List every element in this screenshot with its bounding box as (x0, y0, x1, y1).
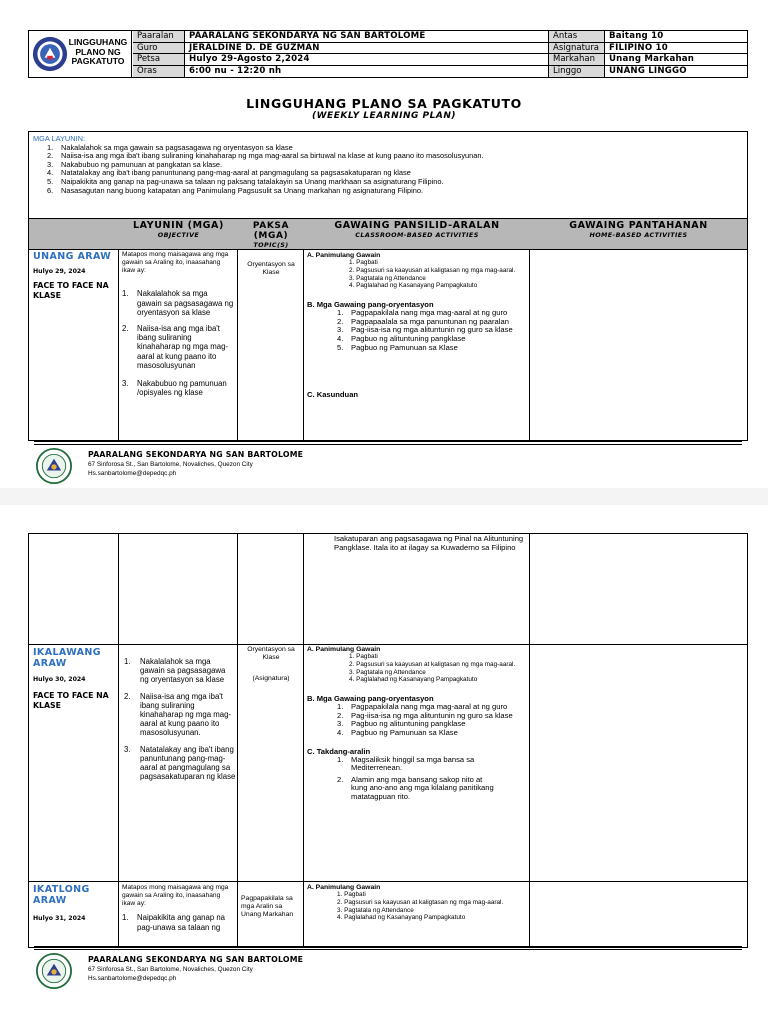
plan-table-page2 (28, 533, 748, 948)
header-value-subject: FILIPINO 10 (605, 43, 747, 55)
objective-item: 2. Naiisa-isa ang mga iba't ibang suliraning kinahaharap ng mga mag-aaral at kung paano ito masosolusyunan. (124, 691, 232, 738)
objective-item: 2. Naiisa-isa ang mga iba't ibang suliraning kinahaharap ng mga mag-aaral sa birtuwal na klase at kung paano ito masosolusyunan. (47, 151, 484, 161)
activity-item: 2. Pagsusuri sa kaayusan at kaligtasan ng mga mag-aaral. (337, 898, 504, 906)
activity-item: 2. Pagpapaalala sa mga panuntunan ng paaralan (337, 316, 509, 326)
objectives-box (28, 131, 748, 219)
objective-intro: Matapos mong maisagawa ang mga gawain sa Araling ito, inaasahang ikaw ay: (122, 884, 229, 907)
section-b-heading: B. Mga Gawaing pang-oryentasyon (307, 300, 434, 310)
header-value-level: Baitang 10 (605, 31, 747, 43)
day3-topic: Pagpapakilala sa mga Aralin sa Unang Markahan (241, 895, 294, 918)
day3-objectives (122, 884, 234, 932)
objective-item: 3. Nakabubuo ng pamunuan at pangkatan sa klase. (47, 159, 223, 169)
footer-address: 67 Sinforosa St., San Bartolome, Novaliches, Quezon City (88, 966, 253, 973)
footer-rule-thin (34, 949, 742, 950)
objective-item: 5. Naipakikita ang ganap na pag-unawa sa talaan ng paksang tatalakayin sa Unang markhaan sa asignaturang Filipino. (47, 176, 444, 186)
day-date: Hulyo 31, 2024 (33, 915, 86, 922)
day-label: IKATLONG ARAW (33, 884, 90, 906)
header-key-subject: Asignatura (549, 43, 605, 55)
footer-email: Hs.sanbartolome@depedqc.ph (88, 975, 177, 982)
day2-topic: Oryentasyon sa Klase (247, 646, 295, 661)
activity-item: 2. Alamin ang mga bansang sakop nito at kung ano-ano ang mga kilalang panitikang matatagpuan rito. (337, 774, 494, 801)
footer-rule-thin (34, 444, 742, 445)
day-date: Hulyo 29, 2024 (33, 268, 86, 275)
header-key-week: Linggo (549, 66, 605, 78)
objective-item: 4. Natatalakay ang iba't ibang panuntunang pang-mag-aaral at pangmagulang sa pagsasakatuparan ng klase (47, 168, 411, 178)
activity-item: 5. Pagbuo ng Pamunuan sa Klase (337, 342, 458, 352)
objective-item: 1. Nakalalahok sa mga gawain sa pagsasagawa ng oryentasyon sa klase (124, 657, 226, 685)
header-key-date: Petsa (133, 54, 185, 66)
th-objective: LAYUNIN (MGA) OBJECTIVE (133, 220, 224, 239)
school-seal-icon (36, 953, 72, 989)
activity-item: 4. Paglalahad ng Kasanayang Pampagkatuto (337, 914, 466, 922)
footer-school-name: PAARALANG SEKONDARYA NG SAN BARTOLOME (88, 955, 304, 964)
objectives-heading: MGA LAYUNIN: (33, 134, 86, 143)
activity-item: 3. Pag-iisa-isa ng mga alituntunin ng guro sa klase (337, 325, 513, 335)
activity-item: 4. Pagbuo ng alituntuning pangklase (337, 333, 466, 343)
activity-item: 1. Pagpapakilala nang mga mag-aaral at ng guro (337, 702, 508, 712)
day-label: UNANG ARAW (33, 251, 112, 262)
day3-activities (307, 884, 527, 922)
day1-cell (33, 251, 117, 300)
objective-item: 1. Nakalalahok sa mga gawain sa pagsasagawa ng oryentasyon sa klase (47, 142, 293, 152)
objective-item: 2. Naiisa-isa ang mga iba't ibang suliraning kinahaharap ng mga mag-aaral at kung paano ito masosolusyunan (122, 324, 229, 370)
th-topic: PAKSA (MGA) TOPIC(S) (252, 221, 290, 249)
th-home: GAWAING PANTAHANAN HOME-BASED ACTIVITIES (569, 220, 708, 239)
footer-school-name: PAARALANG SEKONDARYA NG SAN BARTOLOME (88, 450, 304, 459)
objectives-list (33, 144, 743, 196)
page-title: LINGGUHANG PLANO SA PAGKATUTO (246, 96, 522, 111)
activity-item: 2. Pag-iisa-isa ng mga alituntunin ng guro sa klase (337, 710, 513, 720)
activity-item: 1. Pagbati (349, 653, 378, 660)
header-value-date: Hulyo 29-Agosto 2,2024 (185, 54, 549, 66)
day1-continuation: Isakatuparan ang pagsasagawa ng Pinal na Alituntuning Pangklase. Itala ito at ilagay sa Kuwaderno sa Filipino (334, 534, 524, 552)
day-mode: FACE TO FACE NA KLASE (33, 691, 109, 710)
objective-intro: Matapos mong maisagawa ang mga gawain sa Araling ito, inaasahang ikaw ay: (122, 251, 229, 274)
activity-item: 3. Pagtatala ng Attendance (337, 906, 414, 914)
row-divider (29, 644, 747, 645)
activity-item: 1. Magsaliksik hinggil sa mga bansa sa Mediterrenean. (337, 754, 475, 773)
header-key-quarter: Markahan (549, 54, 605, 66)
section-c-heading: C. Kasunduan (307, 390, 359, 400)
header-title: LINGGUHANG PLANO NG PAGKATUTO (68, 37, 128, 66)
objective-item: 1. Naipakikita ang ganap na pag-unawa sa talaan ng (122, 913, 225, 932)
row-divider (29, 947, 747, 948)
day3-cell (33, 884, 117, 922)
page-subtitle: (WEEKLY LEARNING PLAN) (312, 111, 456, 121)
header-value-teacher: JERALDINE D. DE GUZMAN (185, 43, 549, 55)
header-grid (133, 31, 747, 77)
header-value-time: 6:00 nu - 12:20 nh (185, 66, 549, 78)
activity-item: 4. Pagbuo ng Pamunuan sa Klase (337, 727, 458, 737)
deped-seal-icon (32, 36, 68, 72)
activity-item: 2. Pagsusuri sa kaayusan at kaligtasan ng mga mag-aaral. (349, 266, 516, 274)
activity-item: 4. Paglalahad ng Kasanayang Pampagkatuto (349, 676, 478, 684)
footer-rule (34, 946, 742, 947)
footer-rule (34, 441, 742, 442)
day2-topic-note: (Asignatura) (252, 675, 290, 682)
activity-item: 2. Pagsusuri sa kaayusan at kaligtasan ng mga mag-aaral. (349, 660, 516, 668)
section-a-heading: A. Panimulang Gawain (307, 252, 381, 259)
day1-topic: Oryentasyon sa Klase (247, 261, 295, 276)
col-topic (238, 534, 304, 948)
day-date: Hulyo 30, 2024 (33, 676, 86, 683)
activity-item: 4. Paglalahad ng Kasanayang Pampagkatuto (349, 282, 478, 290)
day-mode: FACE TO FACE NA KLASE (33, 281, 109, 300)
objective-item: 6. Nasasagutan nang buong katapatan ang Panimulang Pagsusulit sa Unang markahan ng asignaturang Filipino. (47, 185, 423, 195)
footer-address: 67 Sinforosa St., San Bartolome, Novaliches, Quezon City (88, 461, 253, 468)
header-value-week: UNANG LINGGO (609, 65, 687, 76)
header-table (28, 30, 748, 78)
activity-item: 3. Pagbuo ng alituntuning pangklase (337, 719, 466, 729)
day1-objectives (122, 251, 234, 397)
day-label: IKALAWANG ARAW (33, 647, 101, 669)
header-key-teacher: Guro (133, 43, 185, 55)
header-value-quarter: Unang Markahan (605, 54, 747, 66)
objective-item: 1. Nakalalahok sa mga gawain sa pagsasagawa ng oryentasyon sa klase (122, 289, 234, 317)
section-a-heading: A. Panimulang Gawain (307, 884, 381, 891)
header-key-time: Oras (133, 66, 185, 78)
activity-item: 1. Pagpapakilala nang mga mag-aaral at ng guro (337, 308, 508, 318)
activity-item: 3. Pagtatala ng Attendance (349, 668, 426, 676)
header-key-school: Paaralan (133, 31, 185, 43)
section-a-heading: A. Panimulang Gawain (307, 646, 381, 653)
day2-cell (33, 647, 117, 710)
footer-email: Hs.sanbartolome@depedqc.ph (88, 470, 177, 477)
page-two (0, 505, 768, 1024)
plan-table-page1 (28, 219, 748, 441)
section-b-heading: B. Mga Gawaing pang-oryentasyon (307, 694, 434, 704)
activity-item: 1. Pagbati (337, 891, 366, 898)
day2-objectives (124, 657, 236, 781)
page-gap (0, 488, 768, 505)
th-classroom: GAWAING PANSILID-ARALAN CLASSROOM-BASED ACTIVITIES (334, 220, 500, 239)
objective-item: 3. Natatalakay ang iba't ibang panuntunang pang-mag-aaral at pangmagulang sa pagsasakatuparan ng klase (124, 744, 236, 782)
school-seal-icon (36, 448, 72, 484)
activity-item: 1. Pagbati (349, 259, 378, 266)
activity-item: 3. Pagtatala ng Attendance (349, 274, 426, 282)
row-divider (29, 881, 747, 882)
header-logo-cell (29, 31, 132, 77)
objective-item: 3. Nakabubuo ng pamunuan /opisyales ng klase (122, 379, 227, 398)
day1-activities (307, 252, 527, 400)
header-key-level: Antas (549, 31, 605, 43)
page-one (0, 0, 768, 488)
section-c-heading: C. Takdang-aralin (307, 746, 371, 756)
header-value-school: PAARALANG SEKONDARYA NG SAN BARTOLOME (185, 31, 549, 43)
day2-activities (307, 646, 527, 802)
